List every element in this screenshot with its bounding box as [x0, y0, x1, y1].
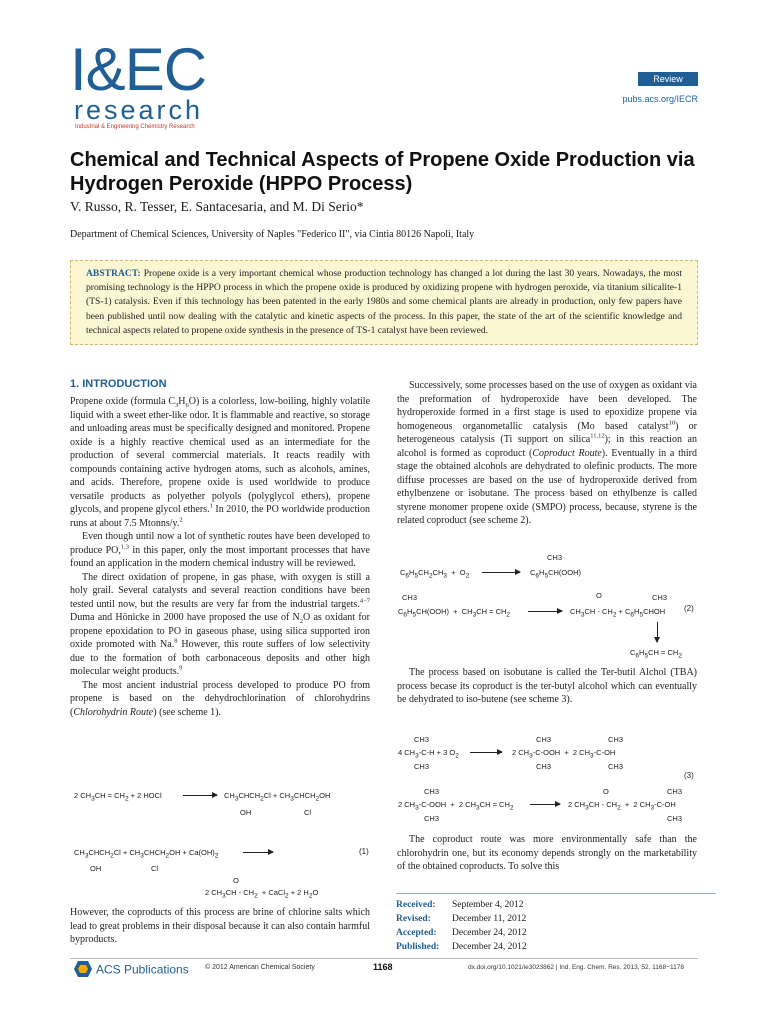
- scheme2-arrow2: [528, 611, 562, 612]
- scheme3-r1-products: 2 $CH_3-C$-OOH + 2 $CH_3-C-OH$: [512, 748, 616, 760]
- scheme3-ch3-c: CH3: [608, 735, 624, 744]
- journal-url-link[interactable]: pubs.acs.org/IECR: [622, 94, 698, 104]
- paragraph-4: The most ancient industrial process developed to produce PO from propene is based on the dehydrochlorination of chlorohydrins (Chlorohydrin Route) (see scheme 1).: [70, 679, 370, 718]
- journal-logo-research: research: [74, 95, 204, 125]
- scheme3-ch3-b: CH3: [536, 735, 552, 744]
- scheme2-r1-product: $C_6H_5CH(OOH)$: [530, 568, 582, 580]
- revised-label: Revised:: [396, 914, 431, 924]
- paragraph-6: Successively, some processes based on the use of oxygen as oxidant via the preformation of hydroperoxide have been developed. The hydroperoxide formed in a first stage is used to epoxidize propene via homogeneous organometallic catalysis (Mo based catalyst$^{10}$) or heterogeneous catalysis (Ti support on silica$^{11,12}$); in this reaction an alcohol is formed as coproduct (Coproduct Route). Eventually in a third stage the obtained alcohols are dehydrated to olefinic products. The more diffuse processes are based on the use of hydroperoxide derived from ethylbenzene or isobutane. The process based on ethylbenze is called styrene monomer propene oxide (SMPO) process, because, styrene is the related coproduct (see scheme 2).: [397, 380, 697, 526]
- scheme2-r2-reactants: $C_6H_5CH(OOH) + CH_3CH = CH_2$: [398, 607, 511, 619]
- scheme2-epoxide-o: O: [596, 591, 602, 600]
- section-heading-introduction: 1. INTRODUCTION: [70, 378, 167, 390]
- review-badge: Review: [638, 72, 698, 86]
- left-column-text: [70, 395, 370, 719]
- scheme3-ch3-j: CH3: [667, 814, 683, 823]
- copyright-notice: © 2012 American Chemical Society: [205, 964, 315, 971]
- published-date: December 24, 2012: [452, 942, 527, 952]
- scheme1-line1-sub-a: OH: [240, 808, 252, 817]
- scheme2-r3-product: $C_6H_5CH = CH_2$: [630, 648, 682, 660]
- scheme1-line1-reactants: 2 $CH_3CH = CH_2 + 2$ HOCl: [74, 791, 162, 803]
- paper-title: Chemical and Technical Aspects of Propene Oxide Production via Hydrogen Peroxide (HPPO Process): [70, 149, 695, 195]
- article-dates: [396, 893, 716, 954]
- left-column-after-scheme: [70, 906, 370, 947]
- acs-hexagon-icon: [74, 961, 92, 980]
- scheme2-r1-reactants: $C_6H_5CH_2CH_3 + O_2$: [400, 568, 470, 580]
- abstract-box: [70, 260, 698, 345]
- scheme2-r2-top-right: CH3: [652, 593, 668, 602]
- received-label: Received:: [396, 900, 436, 910]
- scheme1-line3-products: 2 $CH_3CH - CH_2$ + CaCl$_2$ + 2 $H_2O$: [205, 888, 319, 900]
- paragraph-1: Propene oxide (formula $C_3H_6O$) is a colorless, low-boiling, highly volatile liquid with a sweet ether-like odor. It is flammable and reactive, so storage and unloading areas must be specifically designed and monitored. Propene oxide is a highly reactive chemical used as an intermediate for the production of several commercial materials. It reacts readily with compounds containing active hydrogen atoms, such as alcohols, amines, and acids. Therefore, propene oxide is used worldwide to produce versatile products as polyether polyols (polyglycol ethers), propene glycols, and propene glycol ethers.$^1$ In 2010, the PO worldwide production runs at about 7.5 Mtonns/y.$^2$: [70, 396, 371, 529]
- scheme3-number: (3): [684, 771, 694, 780]
- scheme3-ch3-h: CH3: [667, 787, 683, 796]
- right-column-text: [397, 379, 697, 528]
- published-label: Published:: [396, 942, 440, 952]
- scheme1-line2-sub-b: Cl: [151, 864, 159, 873]
- scheme3-r2-products: 2 $CH_3CH - CH_2 + 2$ $CH_3-C-OH$: [568, 800, 676, 812]
- scheme2-arrow1: [482, 572, 520, 573]
- scheme3-r1-reactants: 4 $CH_3-C-H + 3$ $O_2$: [398, 748, 459, 760]
- abstract-label: ABSTRACT:: [86, 268, 141, 279]
- scheme3-ch3-i: CH3: [424, 814, 440, 823]
- scheme3-arrow2: [530, 804, 560, 805]
- scheme1-arrow1: [183, 795, 217, 796]
- scheme3-ch3-d: CH3: [414, 762, 430, 771]
- journal-logo-subtitle: Industrial & Engineering Chemistry Research: [75, 124, 195, 130]
- paragraph-3: The direct oxidation of propene, in gas phase, with oxygen is still a holy grail. Several catalysts and several reaction conditions have been tested until now, but the results are very far from the industrial targets.$^{4-7}$ Duma and Hönicke in 2000 have proposed the use of $N_2O$ as oxidant for propene epoxidation to PO in gaseous phase, using silica supported iron oxide promoted with Na.$^8$ However, this route suffers of low selectivity due to the formation of both carbonaceous deposits and other high molecular weight products.$^9$: [70, 571, 370, 677]
- paragraph-5: However, the coproducts of this process are brine of chlorine salts which lead to great problems in their disposal because it can also contain harmful byproducts.: [70, 907, 370, 945]
- right-column-text-2: [397, 666, 697, 707]
- right-column-text-3: [397, 833, 697, 874]
- scheme2-number: (2): [684, 604, 694, 613]
- scheme1-line2-sub-a: OH: [90, 864, 102, 873]
- affiliation: Department of Chemical Sciences, University of Naples "Federico II", via Cintia 80126 Napoli, Italy: [70, 229, 475, 240]
- paragraph-2: Even though until now a lot of synthetic routes have been developed to produce PO,$^{1,3}$ in this paper, only the most important processes that have found an application in the modern chemical industry will be reviewed.: [70, 531, 370, 569]
- author-list: V. Russo, R. Tesser, E. Santacesaria, and M. Di Serio*: [70, 199, 364, 214]
- paragraph-7: The process based on isobutane is called the Ter-butil Alchol (TBA) process becase its coproduct is the ter-butyl alcohol which can eventually be dehydrated to iso-butene (see scheme 3).: [397, 667, 697, 705]
- scheme1-arrow2: [243, 852, 273, 853]
- scheme1-line1-sub-b: Cl: [304, 808, 312, 817]
- footer-divider: [70, 958, 698, 959]
- journal-logo: I&EC: [70, 36, 207, 103]
- scheme3-ch3-e: CH3: [536, 762, 552, 771]
- scheme3-ch3-f: CH3: [608, 762, 624, 771]
- scheme2-arrow3: [657, 622, 658, 642]
- acs-publications-logo: [74, 961, 189, 980]
- doi-citation[interactable]: dx.doi.org/10.1021/ie3023862 | Ind. Eng. Chem. Res. 2013, 52, 1168−1178: [468, 964, 684, 971]
- scheme2-r2-products: $CH_3CH - CH_2$ + $C_6H_5CHOH$: [570, 607, 666, 619]
- accepted-date: December 24, 2012: [452, 928, 527, 938]
- publisher-name: ACS Publications: [96, 962, 189, 977]
- accepted-label: Accepted:: [396, 928, 437, 938]
- received-date: September 4, 2012: [452, 900, 524, 910]
- scheme3-ch3-g: CH3: [424, 787, 440, 796]
- scheme3-ch3-a: CH3: [414, 735, 430, 744]
- paragraph-8: The coproduct route was more environmentally safe than the chlorohydrin one, but its economy depends strongly on the marketability of the obtained coproducts. To solve this: [397, 834, 697, 872]
- page-number: 1168: [373, 962, 393, 972]
- scheme3-r2-reactants: 2 $CH_3-C$-OOH + 2 $CH_3CH = CH_2$: [398, 800, 514, 812]
- scheme1-line1-products: $CH_3CHCH_2Cl$ + $CH_3CHCH_2OH$: [224, 791, 331, 803]
- scheme1-number: (1): [359, 847, 369, 856]
- scheme3-arrow1: [470, 752, 502, 753]
- abstract-text: Propene oxide is a very important chemical whose production technology has changed a lot during the last 30 years. Nowadays, the most promising technology is the HPPO process in which the propene oxide is produced by oxidizing propene with hydrogen peroxide, via titanium silicalite-1 (TS-1) catalysis. Even if this technology has been patented in the early 1980s and some chemical plants are already in production, only few papers have been published until now dealing with the catalytic and kinetic aspects of the process. In this paper, the state of the art of the scientific knowledge and technical aspects related to propene oxide synthesis in the presence of TS-1 catalyst have been reviewed.: [86, 268, 682, 336]
- scheme2-r2-top-left: CH3: [402, 593, 418, 602]
- scheme1-line2-reactants: $CH_3CHCH_2Cl$ + $CH_3CHCH_2OH + Ca(OH)_2$: [74, 848, 219, 860]
- scheme1-epoxide-o: O: [233, 876, 239, 885]
- scheme3-epoxide-o: O: [603, 787, 609, 796]
- scheme2-r1-top: CH3: [547, 553, 563, 562]
- revised-date: December 11, 2012: [452, 914, 527, 924]
